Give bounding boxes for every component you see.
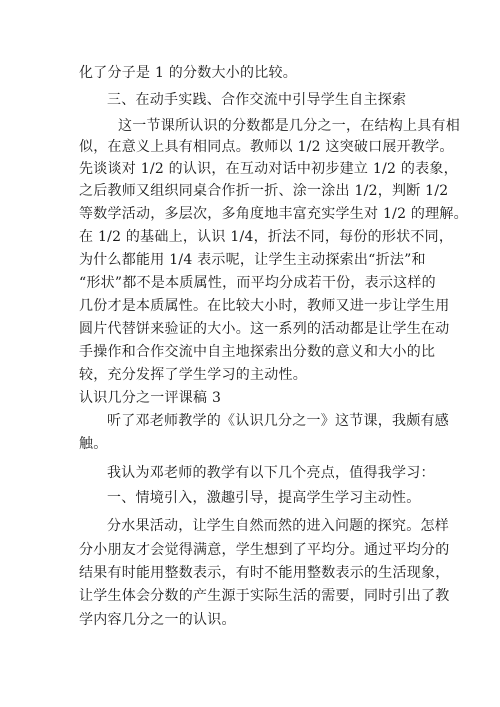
paragraph-line: 圆片代替饼来验证的大小。这一系列的活动都是让学生在动: [79, 321, 450, 337]
paragraph-line: 我认为邓老师的教学有以下几个亮点，值得我学习：: [107, 465, 435, 481]
paragraph-line: 让学生体会分数的产生源于实际生活的需要，同时引出了教: [79, 588, 450, 604]
paragraph-line: 触。: [79, 436, 108, 452]
paragraph-line: 在 1/2 的基础上，认识 1/4，折法不同，每份的形状不同，: [79, 229, 454, 245]
paragraph-line: 先谈谈对 1/2 的认识，在互动对话中初步建立 1/2 的表象，: [79, 161, 458, 177]
paragraph-line: 结果有时能用整数表示，有时不能用整数表示的生活现象，: [79, 565, 450, 581]
paragraph-line: 似，在意义上具有相同点。教师以 1/2 这突破口展开教学。: [79, 139, 454, 155]
paragraph-line: 手操作和合作交流中自主地探索出分数的意义和大小的比: [79, 344, 436, 360]
paragraph-line: 化了分子是 1 的分数大小的比较。: [79, 65, 298, 81]
document-title: 认识几分之一评课稿 3: [79, 390, 222, 406]
paragraph-line: 听了邓老师教学的《认识几分之一》这节课，我颇有感: [107, 413, 449, 429]
paragraph-line: 分水果活动，让学生自然而然的进入问题的探究。怎样: [107, 518, 449, 534]
paragraph-line: 几份才是本质属性。在比较大小时，教师又进一步让学生用: [79, 298, 450, 314]
paragraph-line: 之后教师又组织同桌合作折一折、涂一涂出 1/2，判断 1/2: [79, 183, 449, 199]
paragraph-line: 这一节课所认识的分数都是几分之一，在结构上具有相: [118, 118, 460, 134]
paragraph-line: 为什么都能用 1/4 表示呢，让学生主动探索出“折法”和: [79, 252, 426, 268]
section-heading: 一、情境引入，激趣引导，提高学生学习主动性。: [107, 490, 421, 506]
paragraph-line: 较，充分发挥了学生学习的主动性。: [79, 367, 307, 383]
paragraph-line: 等数学活动，多层次，多角度地丰富充实学生对 1/2 的理解。: [79, 206, 468, 222]
paragraph-line: 分小朋友才会觉得满意，学生想到了平均分。通过平均分的: [79, 542, 450, 558]
paragraph-line: 学内容几分之一的认识。: [79, 612, 236, 628]
paragraph-line: “形状”都不是本质属性，而平均分成若干份，表示这样的: [79, 275, 436, 291]
section-heading: 三、在动手实践、合作交流中引导学生自主探索: [107, 92, 407, 108]
